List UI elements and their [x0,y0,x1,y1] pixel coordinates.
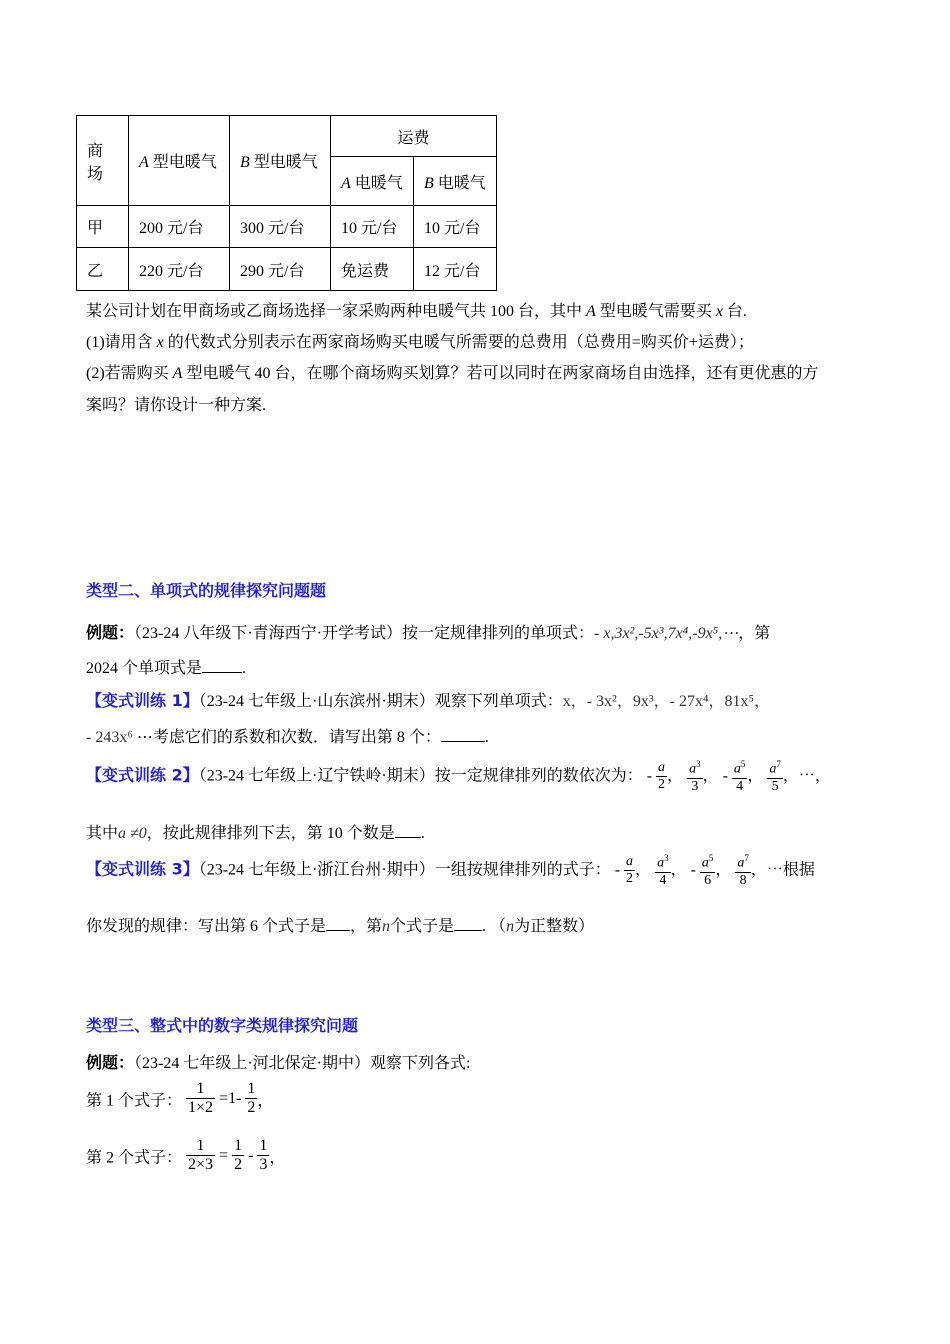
answer-blank[interactable] [202,658,242,673]
table-row [77,248,497,291]
header-shipping: 运费 [331,116,497,157]
answer-blank[interactable] [395,823,421,838]
cell-price-b: 300 元/台 [230,206,331,248]
training-1-line2: - 243x⁶ ⋯考虑它们的系数和次数．请写出第 8 个： . [86,729,489,746]
sequence-fractions: - $\frac{a}{2}$ ， $\frac{a^3}{3}$ ， - $\frac{a^5}{4}$ ， $\frac{a^7}{5}$ ，⋯， [646,759,831,794]
header-type-b: B 型电暖气 [230,116,331,206]
section-2-heading: 类型二、单项式的规律探究问题题 [86,581,327,600]
cell-store: 甲 [77,206,129,248]
header-type-a: A 型电暖气 [129,116,230,206]
answer-blank[interactable] [326,916,350,931]
cell-price-a: 200 元/台 [129,206,230,248]
problem-intro: 某公司计划在甲商场或乙商场选择一家采购两种电暖气共 100 台，其中 A 型电暖气需要买 x 台. [86,303,747,320]
answer-blank[interactable] [454,916,482,931]
sequence-fractions: - $\frac{a}{2}$ ， $\frac{a^3}{4}$ ， - $\frac{a^5}{6}$ ， $\frac{a^7}{8}$ [614,853,749,888]
training-3: 【变式训练 3】（23-24 七年级上·浙江台州·期中）一组按规律排列的式子： - $\frac{a}{2}$ ， $\frac{a^3}{4}$ ， - $\frac{a^5}{6}$ ， $\frac{a^7}{8}$ ，⋯根据 [86,853,815,888]
training-3-line2: 你发现的规律：写出第 6 个式子是 ，第n个式子是 . （n为正整数） [86,918,595,935]
section-2-example-line2: 2024 个单项式是 . [86,660,247,677]
cell-store: 乙 [77,248,129,291]
section-2-example: 例题：（23-24 八年级下·青海西宁·开学考试）按一定规律排列的单项式：- x,3x²,-5x³,7x⁴,-9x⁵,⋯，第 [86,623,771,642]
header-ship-b: B 电暖气 [414,157,497,206]
cell-ship-a: 免运费 [331,248,414,291]
answer-blank[interactable] [441,727,485,742]
question-2-line2: 案吗？请你设计一种方案. [86,397,267,414]
cell-ship-b: 10 元/台 [414,206,497,248]
question-2: (2)若需购买 A 型电暖气 40 台，在哪个商场购买划算？若可以同时在两家商场自由选择，还有更优惠的方 [86,365,819,382]
section-3-example: 例题：（23-24 七年级上·河北保定·期中）观察下列各式: [86,1053,471,1072]
cell-price-a: 220 元/台 [129,248,230,291]
table-row [77,206,497,248]
question-1: (1)请用含 x 的代数式分别表示在两家商场购买电暖气所需要的总费用（总费用=购买价+运费）； [86,334,754,351]
header-ship-a: A 电暖气 [331,157,414,206]
header-store: 商场 [77,116,129,206]
price-table [76,115,497,291]
training-2-line2: 其中a ≠0，按此规律排列下去，第 10 个数是 . [86,825,425,842]
training-1: 【变式训练 1】（23-24 七年级上·山东滨州·期末）观察下列单项式：x，- 3x²，9x³，- 27x⁴，81x⁵， [86,691,771,710]
cell-ship-b: 12 元/台 [414,248,497,291]
cell-price-b: 290 元/台 [230,248,331,291]
formula-line-2: 第 2 个式子： $\frac{1}{2\times 3}$ = $\frac{1}{2}$ - $\frac{1}{3}$ ， [86,1137,286,1174]
training-2: 【变式训练 2】（23-24 七年级上·辽宁铁岭·期末）按一定规律排列的数依次为： - $\frac{a}{2}$ ， $\frac{a^3}{3}$ ， - $\frac{a^5}{4}$ ， $\frac{a^7}{5}$ ，⋯， [86,759,831,794]
section-3-heading: 类型三、整式中的数字类规律探究问题 [86,1016,359,1035]
formula-line-1: 第 1 个式子： $\frac{1}{1\times 2}$ =1- $\frac{1}{2}$ ， [86,1080,274,1117]
cell-ship-a: 10 元/台 [331,206,414,248]
